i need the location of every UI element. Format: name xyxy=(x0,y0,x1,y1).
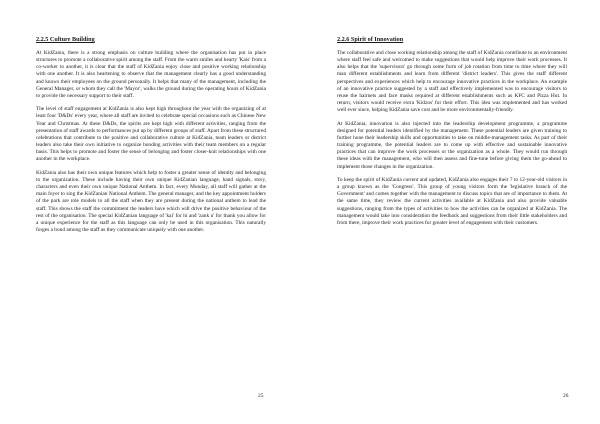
page-number: 26 xyxy=(563,393,569,399)
page-number: 25 xyxy=(258,393,264,399)
paragraph: At KidZania, there is a strong emphasis on culture building where the organisation has put in place structures to promote a collaborative spirit among the staff. From the warm smiles and hearty 'Kais' from a co-worker to another, it is clear that the staff of KidZania enjoy close and positive working relationship with one another. It is also heartening to observe that the management clearly has a good understanding and knows their employees on the ground personally. It helps that many of the management, including the General Manager, or whom they call the 'Mayor', walks the ground during the operating hours of KidZania to provide the necessary support to their staff. xyxy=(36,50,266,99)
paragraph: The level of staff engagement at KidZania is also kept high throughout the year with the organizing of at least four 'D&Ds' every year, where all staff are invited to celebrate special occasions such as Chinese New Year and Christmas. At these D&Ds, the spirits are kept high with different activities, ranging from the presentation of staff awards to performances put up by different groups of staff. Apart from these structured celebrations that contribute to the positive and collaborative culture at KidZania, team leaders or district leaders also take their own initiative to organize bonding activities with their team members on a regular basis. This helps to promote and foster the sense of belonging and foster closer-knit relationships with one another in the workplace. xyxy=(36,106,266,163)
right-page-column xyxy=(337,36,567,233)
paragraph: The collaborative and close working relationship among the staff of KidZania contribute to an environment where staff feel safe and welcomed to make suggestions that would help improve their work processes. It also helps that the 'supervisors' go through some form of job rotation from time to time where they will man different establishments and learn from different 'district leaders'. This gives the staff different perspectives and experiences which help to encourage innovative practices in the workplace. An example of an innovative practice suggested by a staff and effectively implemented was to encourage visitors to reuse the hairnets and face masks required at different establishments such as KFC and Pizza Hut. In return, visitors would receive extra 'Kidzos' for their effort. This idea was implemented and has worked well ever since, helping KidZania save cost and be more environmentally-friendly. xyxy=(337,50,567,114)
left-page-column xyxy=(36,36,266,240)
section-heading-spirit-of-innovation: 2.2.6 Spirit of Innovation xyxy=(337,36,404,43)
paragraph: KidZania also has their own unique features which help to foster a greater sense of identity and belonging to the organization. These include having their own unique KidZanian language, hand signals, story, characters and even their own unique National Anthem. In fact, every Monday, all staff will gather at the main foyer to sing the KidZanian National Anthem. The general manager, and the key appointment holders of the park are role models to all the staff when they are present during the national anthem to lead the staff. This shows the staff the commitment the leaders have which will drive the positive behaviour of the rest of the organisation. The special KidZanian language of 'kai' for hi and 'zank u' for thank you allow for a unique experience for the staff as this language can only be used in this organisation. This naturally forges a bond among the staff as they communicate uniquely with one another. xyxy=(36,169,266,233)
section-heading-culture-building: 2.2.5 Culture Building xyxy=(36,36,95,43)
paragraph: To keep the spirit of KidZania current and updated, KidZania also engages their 7 to 12-year-old visitors in a group known as the 'Congress'. This group of young visitors form the 'legislative branch of the Government' and comes together with the management to discuss topics that are of importance to them. At the same time, they review the current activities available at KidZania and also provide valuable suggestions, ranging from the types of activities to how the activities can be organized at KidZania. The management would take into consideration the feedback and suggestions from their little stakeholders and from there, improve their work practices for greater level of engagement with their customers. xyxy=(337,176,567,226)
right-page xyxy=(300,0,600,424)
paragraph: At KidZania, innovation is also injected into the leadership development programme, a programme designed for potential leaders identified by the management. These potential leaders are given training to further hone their leadership skills and opportunities to take on middle-management tasks. As part of their training programme, the potential leaders are to come up with effective and sustainable innovative practices that can improve the work processes or the organization as a whole. They would run through these ideas with the management, who will then assess and fine-tune before giving them the go-ahead to implement those changes in the organization. xyxy=(337,120,567,170)
